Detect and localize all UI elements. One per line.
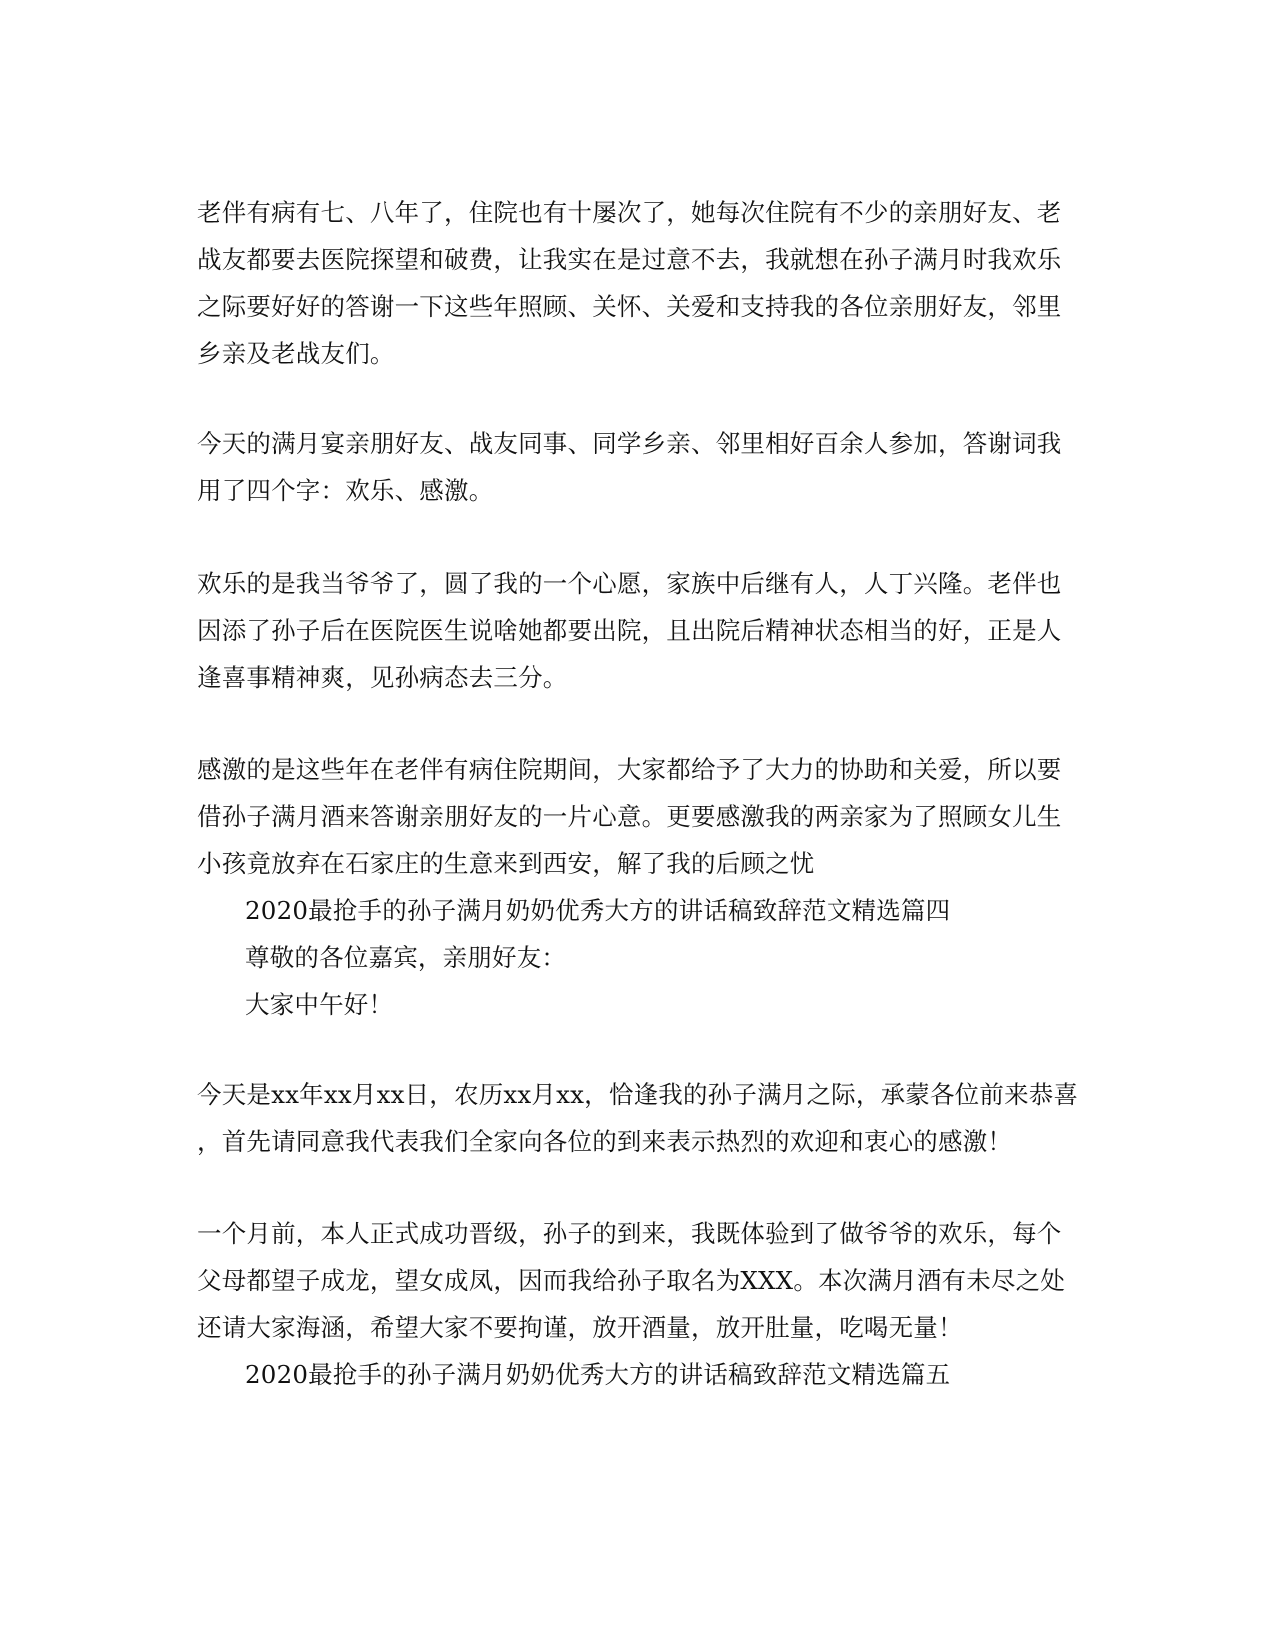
paragraph-line: 乡亲及老战友们。: [197, 339, 395, 368]
paragraph-line: 欢乐的是我当爷爷了，圆了我的一个心愿，家族中后继有人，人丁兴隆。老伴也: [197, 569, 1062, 598]
paragraph-line: ，首先请同意我代表我们全家向各位的到来表示热烈的欢迎和衷心的感激！: [197, 1127, 1013, 1156]
paragraph-line: 一个月前，本人正式成功晋级，孙子的到来，我既体验到了做爷爷的欢乐，每个: [197, 1219, 1062, 1248]
section-heading: 2020最抢手的孙子满月奶奶优秀大方的讲话稿致辞范文精选篇四: [245, 896, 951, 925]
section-heading: 2020最抢手的孙子满月奶奶优秀大方的讲话稿致辞范文精选篇五: [245, 1360, 951, 1389]
greeting: 大家中午好！: [245, 990, 394, 1019]
paragraph-line: 战友都要去医院探望和破费，让我实在是过意不去，我就想在孙子满月时我欢乐: [197, 245, 1062, 274]
paragraph-line: 感激的是这些年在老伴有病住院期间，大家都给予了大力的协助和关爱，所以要: [197, 755, 1062, 784]
paragraph-line: 还请大家海涵，希望大家不要拘谨，放开酒量，放开肚量，吃喝无量！: [197, 1313, 963, 1342]
paragraph-line: 今天的满月宴亲朋好友、战友同事、同学乡亲、邻里相好百余人参加，答谢词我: [197, 429, 1062, 458]
paragraph-line: 之际要好好的答谢一下这些年照顾、关怀、关爱和支持我的各位亲朋好友，邻里: [197, 292, 1062, 321]
paragraph-line: 父母都望子成龙，望女成凤，因而我给孙子取名为XXX。本次满月酒有未尽之处: [197, 1266, 1066, 1295]
paragraph-line: 小孩竟放弃在石家庄的生意来到西安，解了我的后顾之忧: [197, 849, 815, 878]
salutation: 尊敬的各位嘉宾，亲朋好友：: [245, 943, 567, 972]
paragraph-line: 借孙子满月酒来答谢亲朋好友的一片心意。更要感激我的两亲家为了照顾女儿生: [197, 802, 1062, 831]
paragraph-line: 逢喜事精神爽，见孙病态去三分。: [197, 663, 568, 692]
paragraph-line: 今天是xx年xx月xx日，农历xx月xx，恰逢我的孙子满月之际，承蒙各位前来恭喜: [197, 1080, 1079, 1109]
paragraph-line: 用了四个字：欢乐、感激。: [197, 476, 494, 505]
paragraph-line: 因添了孙子后在医院医生说啥她都要出院，且出院后精神状态相当的好，正是人: [197, 616, 1062, 645]
paragraph-line: 老伴有病有七、八年了，住院也有十屡次了，她每次住院有不少的亲朋好友、老: [197, 198, 1062, 227]
